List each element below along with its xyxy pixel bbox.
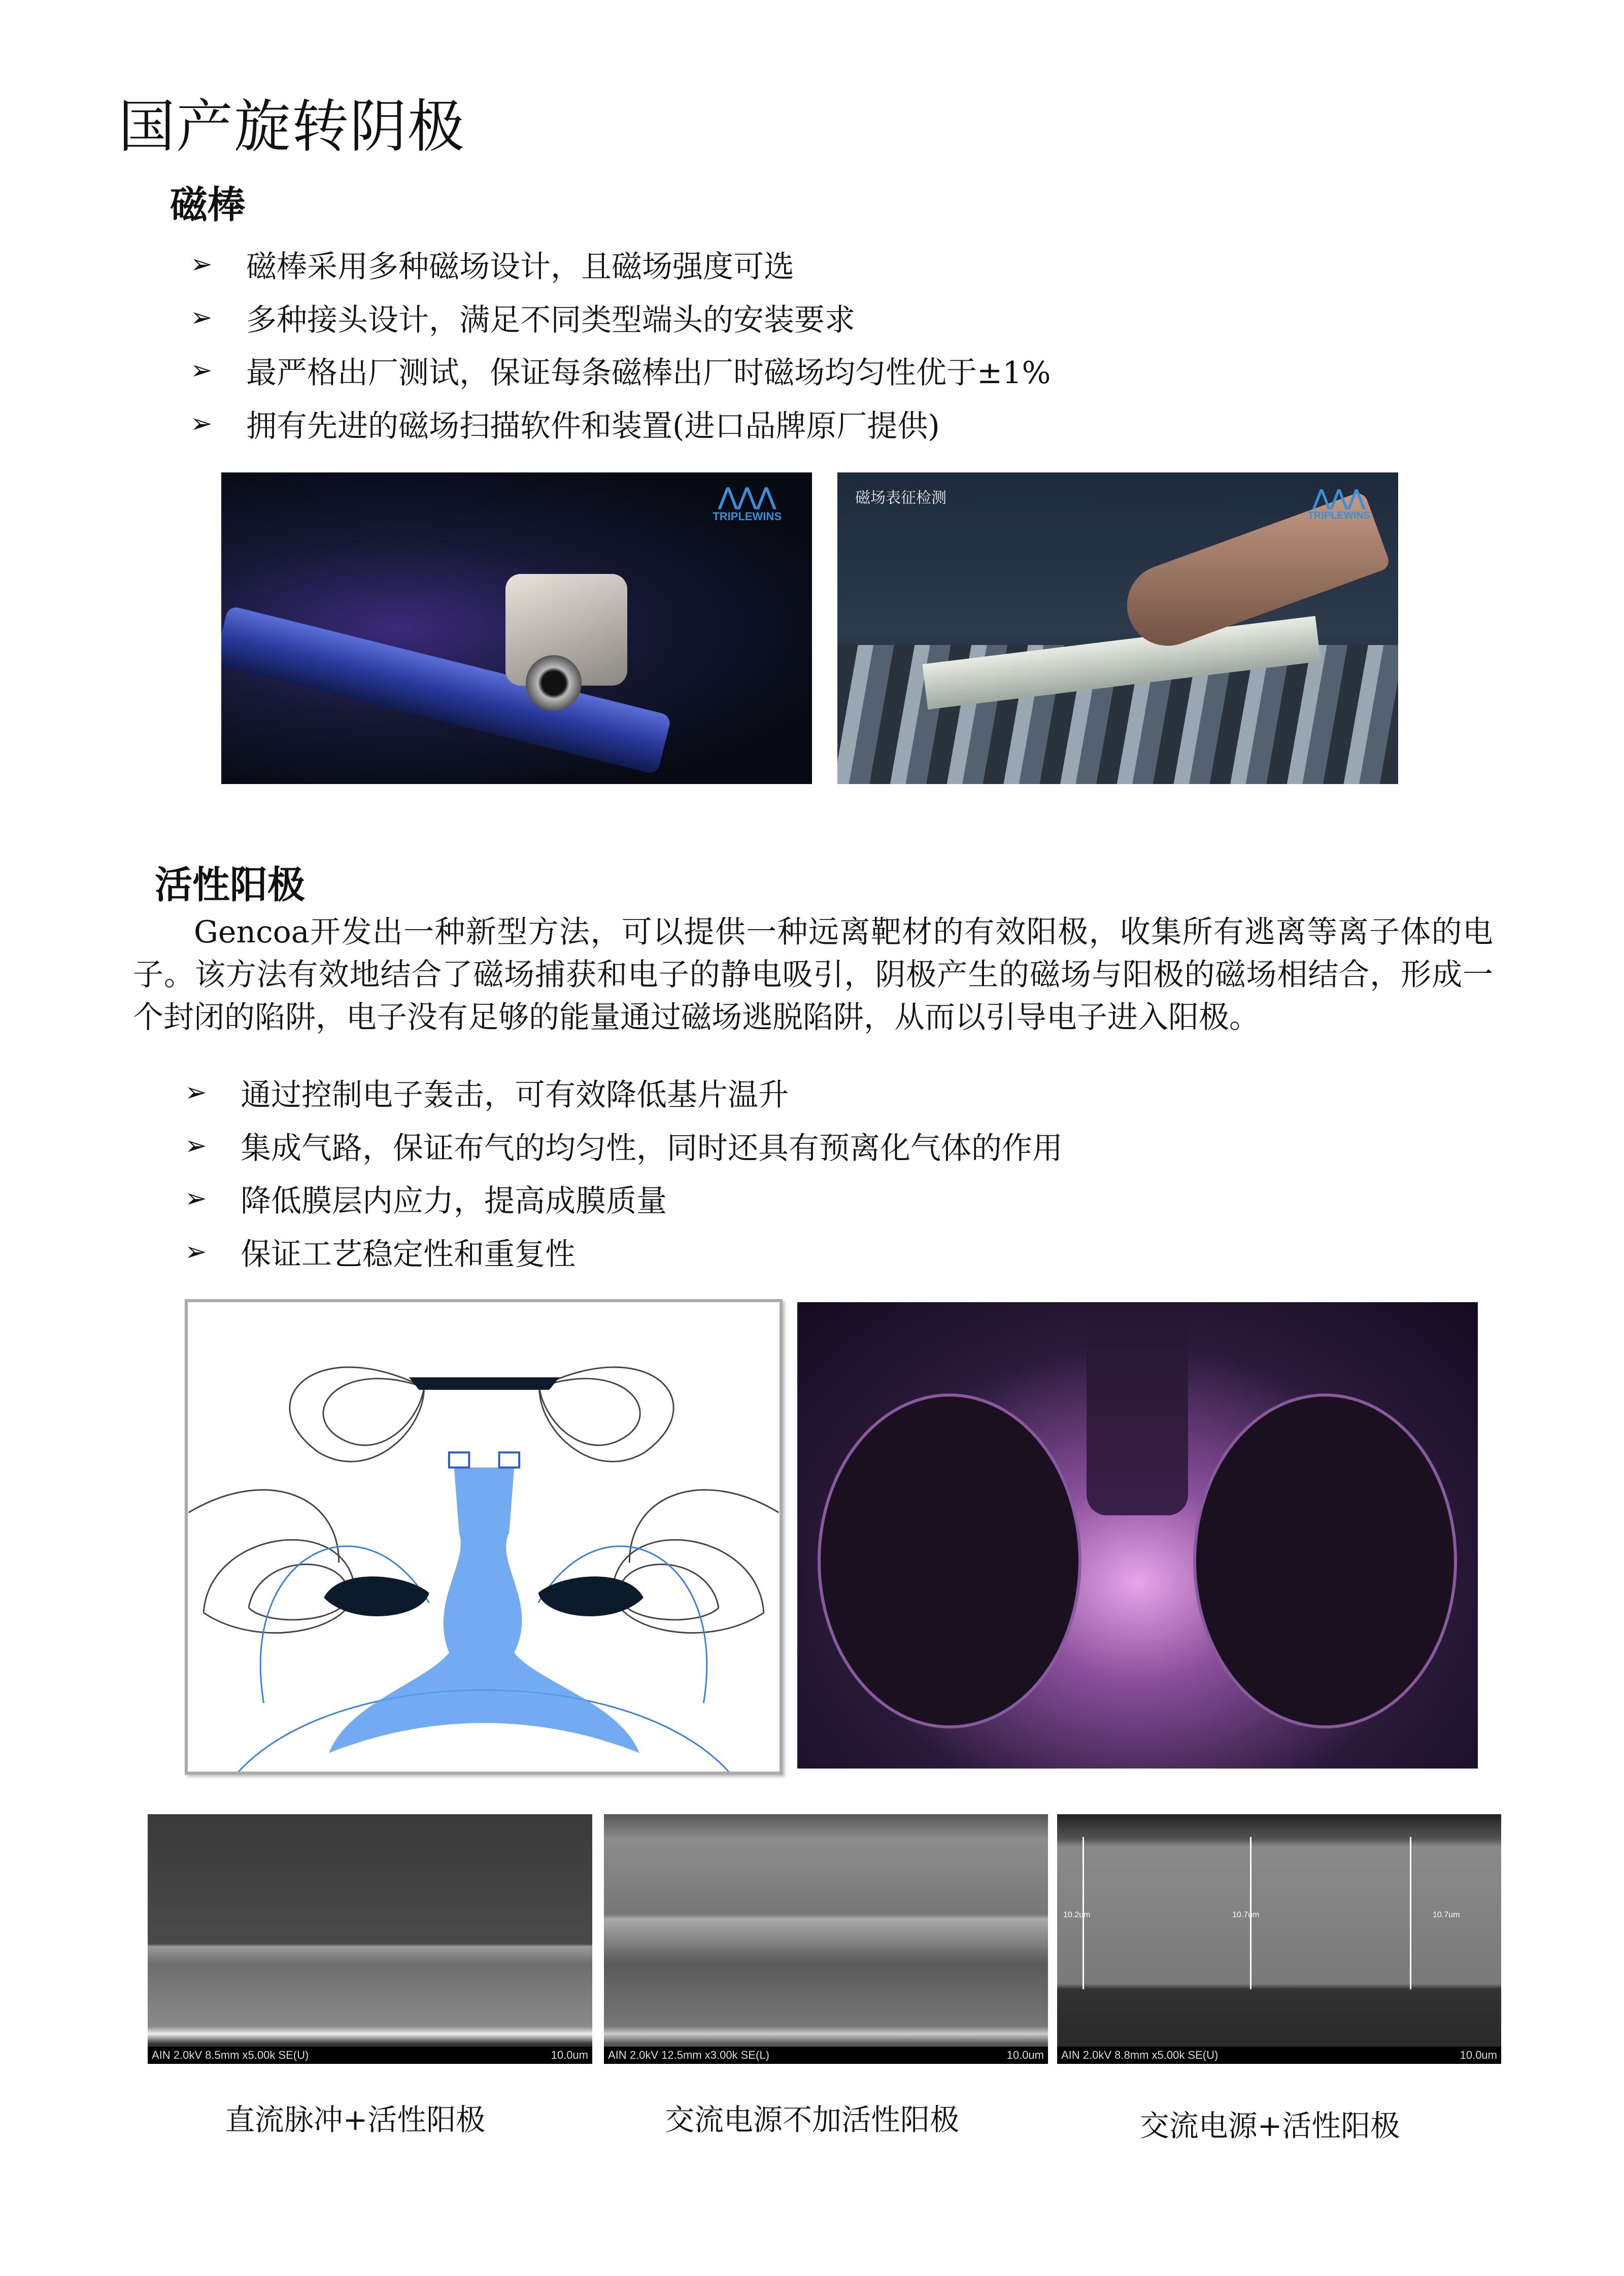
section-heading-active-anode: 活性阳极 — [155, 863, 305, 907]
photo-overlay-text: 磁场表征检测 — [855, 489, 946, 507]
arrow-bullet-icon: ➢ — [185, 1131, 207, 1161]
arrow-bullet-icon: ➢ — [185, 1077, 207, 1108]
sem-info-bar: AIN 2.0kV 12.5mm x3.00k SE(L) 10.0um — [604, 2047, 1048, 2064]
thickness-label: 10.2um — [1063, 1911, 1091, 1919]
anode-body — [1087, 1302, 1188, 1515]
list-item — [190, 349, 1051, 392]
magnetic-field-inspection-photo — [837, 472, 1398, 784]
magnet-bar-photo — [221, 472, 812, 784]
connector-port — [526, 655, 582, 711]
list-item — [190, 243, 794, 286]
active-anode-plasma-photo — [797, 1302, 1478, 1769]
arrow-bullet-icon: ➢ — [190, 409, 213, 439]
sem-image-ac-no-anode — [604, 1814, 1048, 2064]
sem-caption: 交流电源+活性阳极 — [1139, 2109, 1400, 2143]
bullet-text: 降低膜层内应力，提高成膜质量 — [241, 1183, 667, 1219]
list-item — [190, 402, 940, 446]
thickness-label: 10.7um — [1232, 1911, 1260, 1919]
page-title: 国产旋转阴极 — [118, 94, 465, 160]
bullet-text: 最严格出厂测试，保证每条磁棒出厂时磁场均匀性优于±1% — [246, 355, 1051, 391]
section-heading-magnet-bar: 磁棒 — [170, 183, 245, 227]
triplewins-logo: ⋀⋀⋀ TRIPLEWINS — [1307, 486, 1370, 521]
list-item — [185, 1071, 789, 1114]
bullet-text: 磁棒采用多种磁场设计，且磁场强度可选 — [246, 249, 794, 285]
arrow-bullet-icon: ➢ — [190, 355, 213, 386]
bullet-text: 拥有先进的磁场扫描软件和装置(进口品牌原厂提供) — [246, 409, 940, 444]
bullet-text: 保证工艺稳定性和重复性 — [241, 1237, 576, 1272]
description-paragraph: Gencoa开发出一种新型方法，可以提供一种远离靶材的有效阳极，收集所有逃离等离子体的电子。该方法有效地结合了磁场捕获和电子的静电吸引，阴极产生的磁场与阳极的磁场相结合，形成一个封闭的陷阱，电子没有足够的能量通过磁场逃脱陷阱，从而以引导电子进入阳极。 — [133, 914, 1493, 1035]
arrow-bullet-icon: ➢ — [185, 1183, 207, 1214]
arrow-bullet-icon: ➢ — [190, 302, 213, 333]
sem-image-ac-with-anode — [1057, 1814, 1501, 2064]
magnetic-field-diagram — [185, 1299, 783, 1775]
cathode-right — [1193, 1394, 1457, 1728]
triplewins-logo: ⋀⋀⋀ TRIPLEWINS — [713, 483, 782, 523]
bullet-text: 集成气路，保证布气的均匀性，同时还具有预离化气体的作用 — [241, 1131, 1063, 1166]
bullet-text: 多种接头设计，满足不同类型端头的安装要求 — [246, 302, 855, 338]
arrow-bullet-icon: ➢ — [190, 249, 213, 280]
list-item — [185, 1230, 576, 1274]
sem-image-dc-pulse — [148, 1814, 592, 2064]
thickness-label: 10.7um — [1433, 1911, 1460, 1919]
arrow-bullet-icon: ➢ — [185, 1237, 207, 1267]
list-item — [185, 1124, 1063, 1168]
sem-info-bar: AIN 2.0kV 8.5mm x5.00k SE(U) 10.0um — [148, 2047, 592, 2064]
sem-info-bar: AIN 2.0kV 8.8mm x5.00k SE(U) 10.0um — [1057, 2047, 1501, 2064]
sem-caption: 直流脉冲+活性阳极 — [225, 2102, 486, 2137]
list-item — [190, 296, 855, 339]
cathode-left — [818, 1394, 1081, 1728]
bullet-text: 通过控制电子轰击，可有效降低基片温升 — [241, 1077, 789, 1113]
list-item — [185, 1177, 667, 1220]
sem-caption: 交流电源不加活性阳极 — [664, 2102, 960, 2137]
